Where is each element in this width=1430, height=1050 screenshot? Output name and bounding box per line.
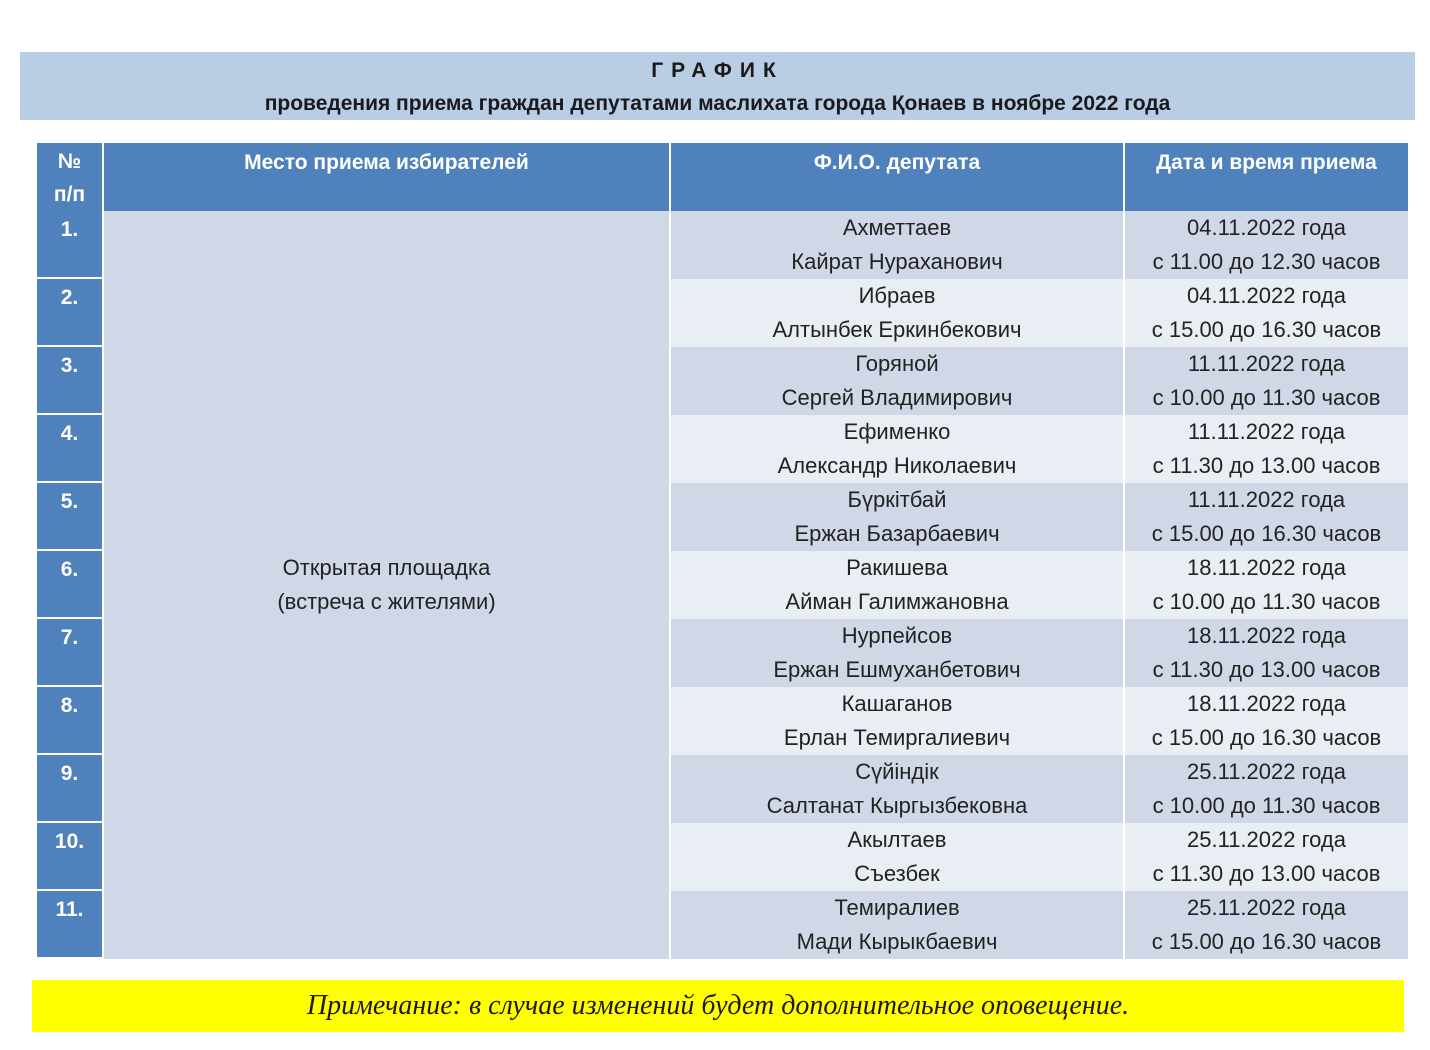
reception-date: 18.11.2022 года [1187,623,1346,648]
reception-time: с 15.00 до 16.30 часов [1151,725,1382,750]
deputy-surname: Ракишева [846,555,948,580]
note-banner: Примечание: в случае изменений будет дополнительное оповещение. [32,980,1404,1032]
reception-place [104,211,671,959]
deputy-given-names: Салтанат Кыргызбековна [766,793,1028,818]
reception-time: с 15.00 до 16.30 часов [1151,521,1382,546]
deputy-name [671,211,1125,279]
deputy-surname: Акылтаев [847,827,947,852]
row-number: 1. [37,211,104,279]
reception-time: с 10.00 до 11.30 часов [1152,385,1381,410]
deputy-surname: Ахметтаев [842,215,952,240]
header-num [37,143,104,211]
deputy-given-names: Сергей Владимирович [781,385,1013,410]
reception-datetime [1125,687,1408,755]
row-number: 6. [37,551,104,619]
deputy-name [671,415,1125,483]
deputy-given-names: Ержан Базарбаевич [794,521,1000,546]
deputy-given-names: Мади Кырыкбаевич [796,929,998,954]
reception-datetime [1125,823,1408,891]
reception-datetime [1125,891,1408,959]
title-banner [20,52,1415,120]
reception-time: с 11.30 до 13.00 часов [1152,861,1381,886]
reception-datetime [1125,347,1408,415]
reception-date: 11.11.2022 года [1187,351,1346,376]
reception-time: с 11.00 до 12.30 часов [1152,249,1381,274]
reception-date: 25.11.2022 года [1187,895,1346,920]
reception-date: 04.11.2022 года [1187,215,1346,240]
deputy-given-names: Айман Галимжановна [785,589,1009,614]
reception-date: 04.11.2022 года [1187,283,1346,308]
schedule-table [37,143,1408,959]
deputy-name [671,823,1125,891]
header-name: Ф.И.О. депутата [671,143,1125,211]
deputy-surname: Горяной [855,351,939,376]
header-datetime: Дата и время приема [1125,143,1408,211]
deputy-surname: Кашаганов [841,691,953,716]
reception-date: 18.11.2022 года [1187,555,1346,580]
deputy-given-names: Ержан Ешмуханбетович [773,657,1021,682]
reception-date: 11.11.2022 года [1187,487,1346,512]
reception-time: с 11.30 до 13.00 часов [1152,453,1381,478]
reception-datetime [1125,211,1408,279]
deputy-given-names: Кайрат Нураханович [791,249,1003,274]
row-number: 7. [37,619,104,687]
reception-datetime [1125,619,1408,687]
deputy-surname: Ефименко [843,419,951,444]
table-header-row [37,143,1408,211]
reception-date: 25.11.2022 года [1187,827,1346,852]
row-number: 10. [37,823,104,891]
deputy-name [671,483,1125,551]
deputy-given-names: Ерлан Темиргалиевич [783,725,1011,750]
header-place: Место приема избирателей [104,143,671,211]
row-number: 5. [37,483,104,551]
document-title: ГРАФИК [651,59,784,82]
reception-time: с 15.00 до 16.30 часов [1151,317,1382,342]
reception-datetime [1125,755,1408,823]
place-line-1: Открытая площадка [282,555,491,580]
header-num-label [37,145,102,211]
deputy-name [671,619,1125,687]
deputy-name [671,687,1125,755]
deputy-name [671,755,1125,823]
deputy-given-names: Алтынбек Еркинбекович [772,317,1022,342]
reception-datetime [1125,279,1408,347]
reception-date: 11.11.2022 года [1187,419,1346,444]
deputy-surname: Сүйіндік [855,759,939,784]
row-number: 2. [37,279,104,347]
reception-time: с 10.00 до 11.30 часов [1152,589,1381,614]
reception-time: с 15.00 до 16.30 часов [1151,929,1382,954]
deputy-surname: Ибраев [858,283,936,308]
document-subtitle: проведения приема граждан депутатами маслихата города Қонаев в ноябре 2022 года [264,92,1171,115]
reception-datetime [1125,551,1408,619]
reception-datetime [1125,415,1408,483]
row-number: 8. [37,687,104,755]
reception-date: 25.11.2022 года [1187,759,1346,784]
row-number: 11. [37,891,104,959]
deputy-name [671,551,1125,619]
deputy-surname: Темиралиев [834,895,960,920]
deputy-name [671,347,1125,415]
deputy-surname: Нурпейсов [841,623,953,648]
row-number: 9. [37,755,104,823]
row-number: 3. [37,347,104,415]
reception-time: с 10.00 до 11.30 часов [1152,793,1381,818]
deputy-given-names: Съезбек [854,861,940,886]
row-number: 4. [37,415,104,483]
reception-date: 18.11.2022 года [1187,691,1346,716]
deputy-surname: Бүркітбай [847,487,947,512]
reception-time: с 11.30 до 13.00 часов [1152,657,1381,682]
deputy-given-names: Александр Николаевич [777,453,1017,478]
header-num-part: № [57,150,82,173]
header-num-part: п/п [53,183,86,206]
table-row [37,211,1408,279]
place-line-2: (встреча с жителями) [277,589,496,614]
deputy-name [671,279,1125,347]
deputy-name [671,891,1125,959]
reception-datetime [1125,483,1408,551]
